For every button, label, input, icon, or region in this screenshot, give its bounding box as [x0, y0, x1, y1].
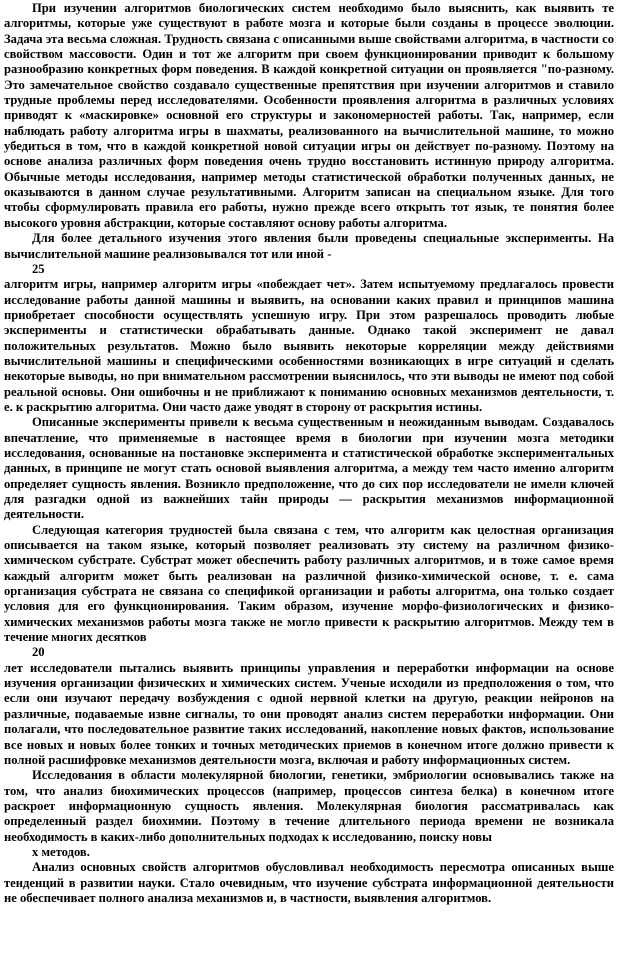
- paragraph-research-history: лет исследователи пытались выявить принципы управления и переработки информации на основе изучения организации физических и химических систем. Ученые исходили из предположения о том, что если они изучают передачу возбуждения с одной нервной клетки на другую, реакции нейронов на различные, подаваемые извне сигналы, то они проводят анализ систем переработки информации. Они полагали, что последовательное развитие таких исследований, накопление новых фактов, использование все новых и новых более тонких и точных методических приемов в конечном итоге должно привести к полной расшифровке механизмов деятельности мозга, включая и работу информационных систем.: [4, 660, 614, 767]
- paragraph-experiments-intro: Для более детального изучения этого явления были проведены специальные эксперименты. На вычислительной машине реализовывался тот или иной -: [4, 231, 614, 261]
- paragraph-algorithm-analysis: Анализ основных свойств алгоритмов обусловливал необходимость пересмотра описанных выше тенденций в развитии науки. Стало очевидным, что изучение субстрата информационной деятельности не обеспечивает полного анализа механизмов и, в частности, выявления алгоритмов.: [4, 860, 614, 905]
- paragraph-experiment-conclusions: Описанные эксперименты привели к весьма существенным и неожиданным выводам. Создавалось впечатление, что применяемые в настоящее время в биологии при изучении мозга методики исследования, основанные на постановке эксперимента и статистической обработке экспериментальных данных, в принципе не могут стать основой выявления алгоритма, а между тем часто именно алгоритм определяет сущность явления. Возникло предположение, что до сих пор исследователи не имели ключей для разгадки одной из важнейших тайн природы — раскрытия механизмов информационной деятельности.: [4, 415, 614, 522]
- paragraph-fragment: х методов.: [32, 844, 90, 859]
- paragraph-algorithm-detection: При изучении алгоритмов биологических систем необходимо было выяснить, как выявить те алгоритмы, которые уже существуют в работе мозга и которые были созданы в процессе эволюции. Задача эта весьма сложная. Трудность связана с описанными выше свойствами алгоритма, в частности со свойством массовости. Один и тот же алгоритм при своем функционировании приводит к большому разнообразию конкретных форм поведения. В каждой конкретной ситуации он проявляется "по-разному. Это замечательное свойство создавало существенные препятствия при изучении алгоритмов и ставило трудные проблемы перед исследователями. Особенности проявления алгоритма в различных условиях приводят к «маскировке» основной его структуры и закономерностей работы. Так, например, если наблюдать работу алгоритма игры в шахматы, реализованного на вычислительной машине, то можно убедиться в том, что в каждой конкретной новой ситуации игры он действует по-разному. Поэтому на основе анализа различных форм поведения очень трудно восстановить истинную природу алгоритма. Обычные методы исследования, например методы статистической обработки полученных данных, не оказываются в данном случае результативными. Алгоритм записан на специальном языке. Для того чтобы сформулировать правила его работы, нужно прежде всего открыть тот язык, те понятия более высокого уровня абстракции, которые составляют основу работы алгоритма.: [4, 1, 614, 230]
- paragraph-substrate-difficulty: Следующая категория трудностей была связана с тем, что алгоритм как целостная организация описывается на таком языке, который позволяет реализовать эту систему на различном физико-химическом субстрате. Субстрат может обеспечить работу различных алгоритмов, и в тоже самое время каждый алгоритм может быть реализован на различной физико-химической основе, т. е. сама организация субстрата не связана со спецификой организации и работы алгоритма, она только создает условия для его функционирования. Таким образом, изучение морфо-физиологических и физико-химических механизмов работы мозга также не могло привести к раскрытию алгоритмов. Между тем в течение многих десятков: [4, 522, 614, 645]
- page-number-marker: 20: [32, 645, 45, 660]
- page-number-marker: 25: [32, 261, 45, 276]
- paragraph-game-algorithm: алгоритм игры, например алгоритм игры «побеждает чет». Затем испытуемому предлагалось провести исследование работы данной машины и выявить, на основании каких правил и принципов машина приобретает способности осуществлять успешную игру. При этом разрешалось проводить любые эксперименты и статистически обрабатывать данные. Однако такой эксперимент не давал положительных результатов. Можно было выявить некоторые корреляции между действиями вычислительной машины и специфическими особенностями возникающих в игре ситуаций и сделать некоторые выводы, но при внимательном рассмотрении выяснилось, что эти выводы не имеют под собой реальной основы. Они ошибочны и не приближают к пониманию основных механизмов деятельности, т. е. к раскрытию алгоритма. Они часто даже уводят в сторону от раскрытия истины.: [4, 277, 614, 414]
- paragraph-molecular-biology: Исследования в области молекулярной биологии, генетики, эмбриологии основывались также на том, что анализ биохимических процессов (например, процессов синтеза белка) в конечном итоге раскроет информационную сущность явления. Молекулярная биология рассматривалась как определенный раздел биохимии. Поэтому в течение длительного периода времени не возникала необходимость в каких-либо дополнительных подходах к исследованию, поиску новы: [4, 768, 614, 844]
